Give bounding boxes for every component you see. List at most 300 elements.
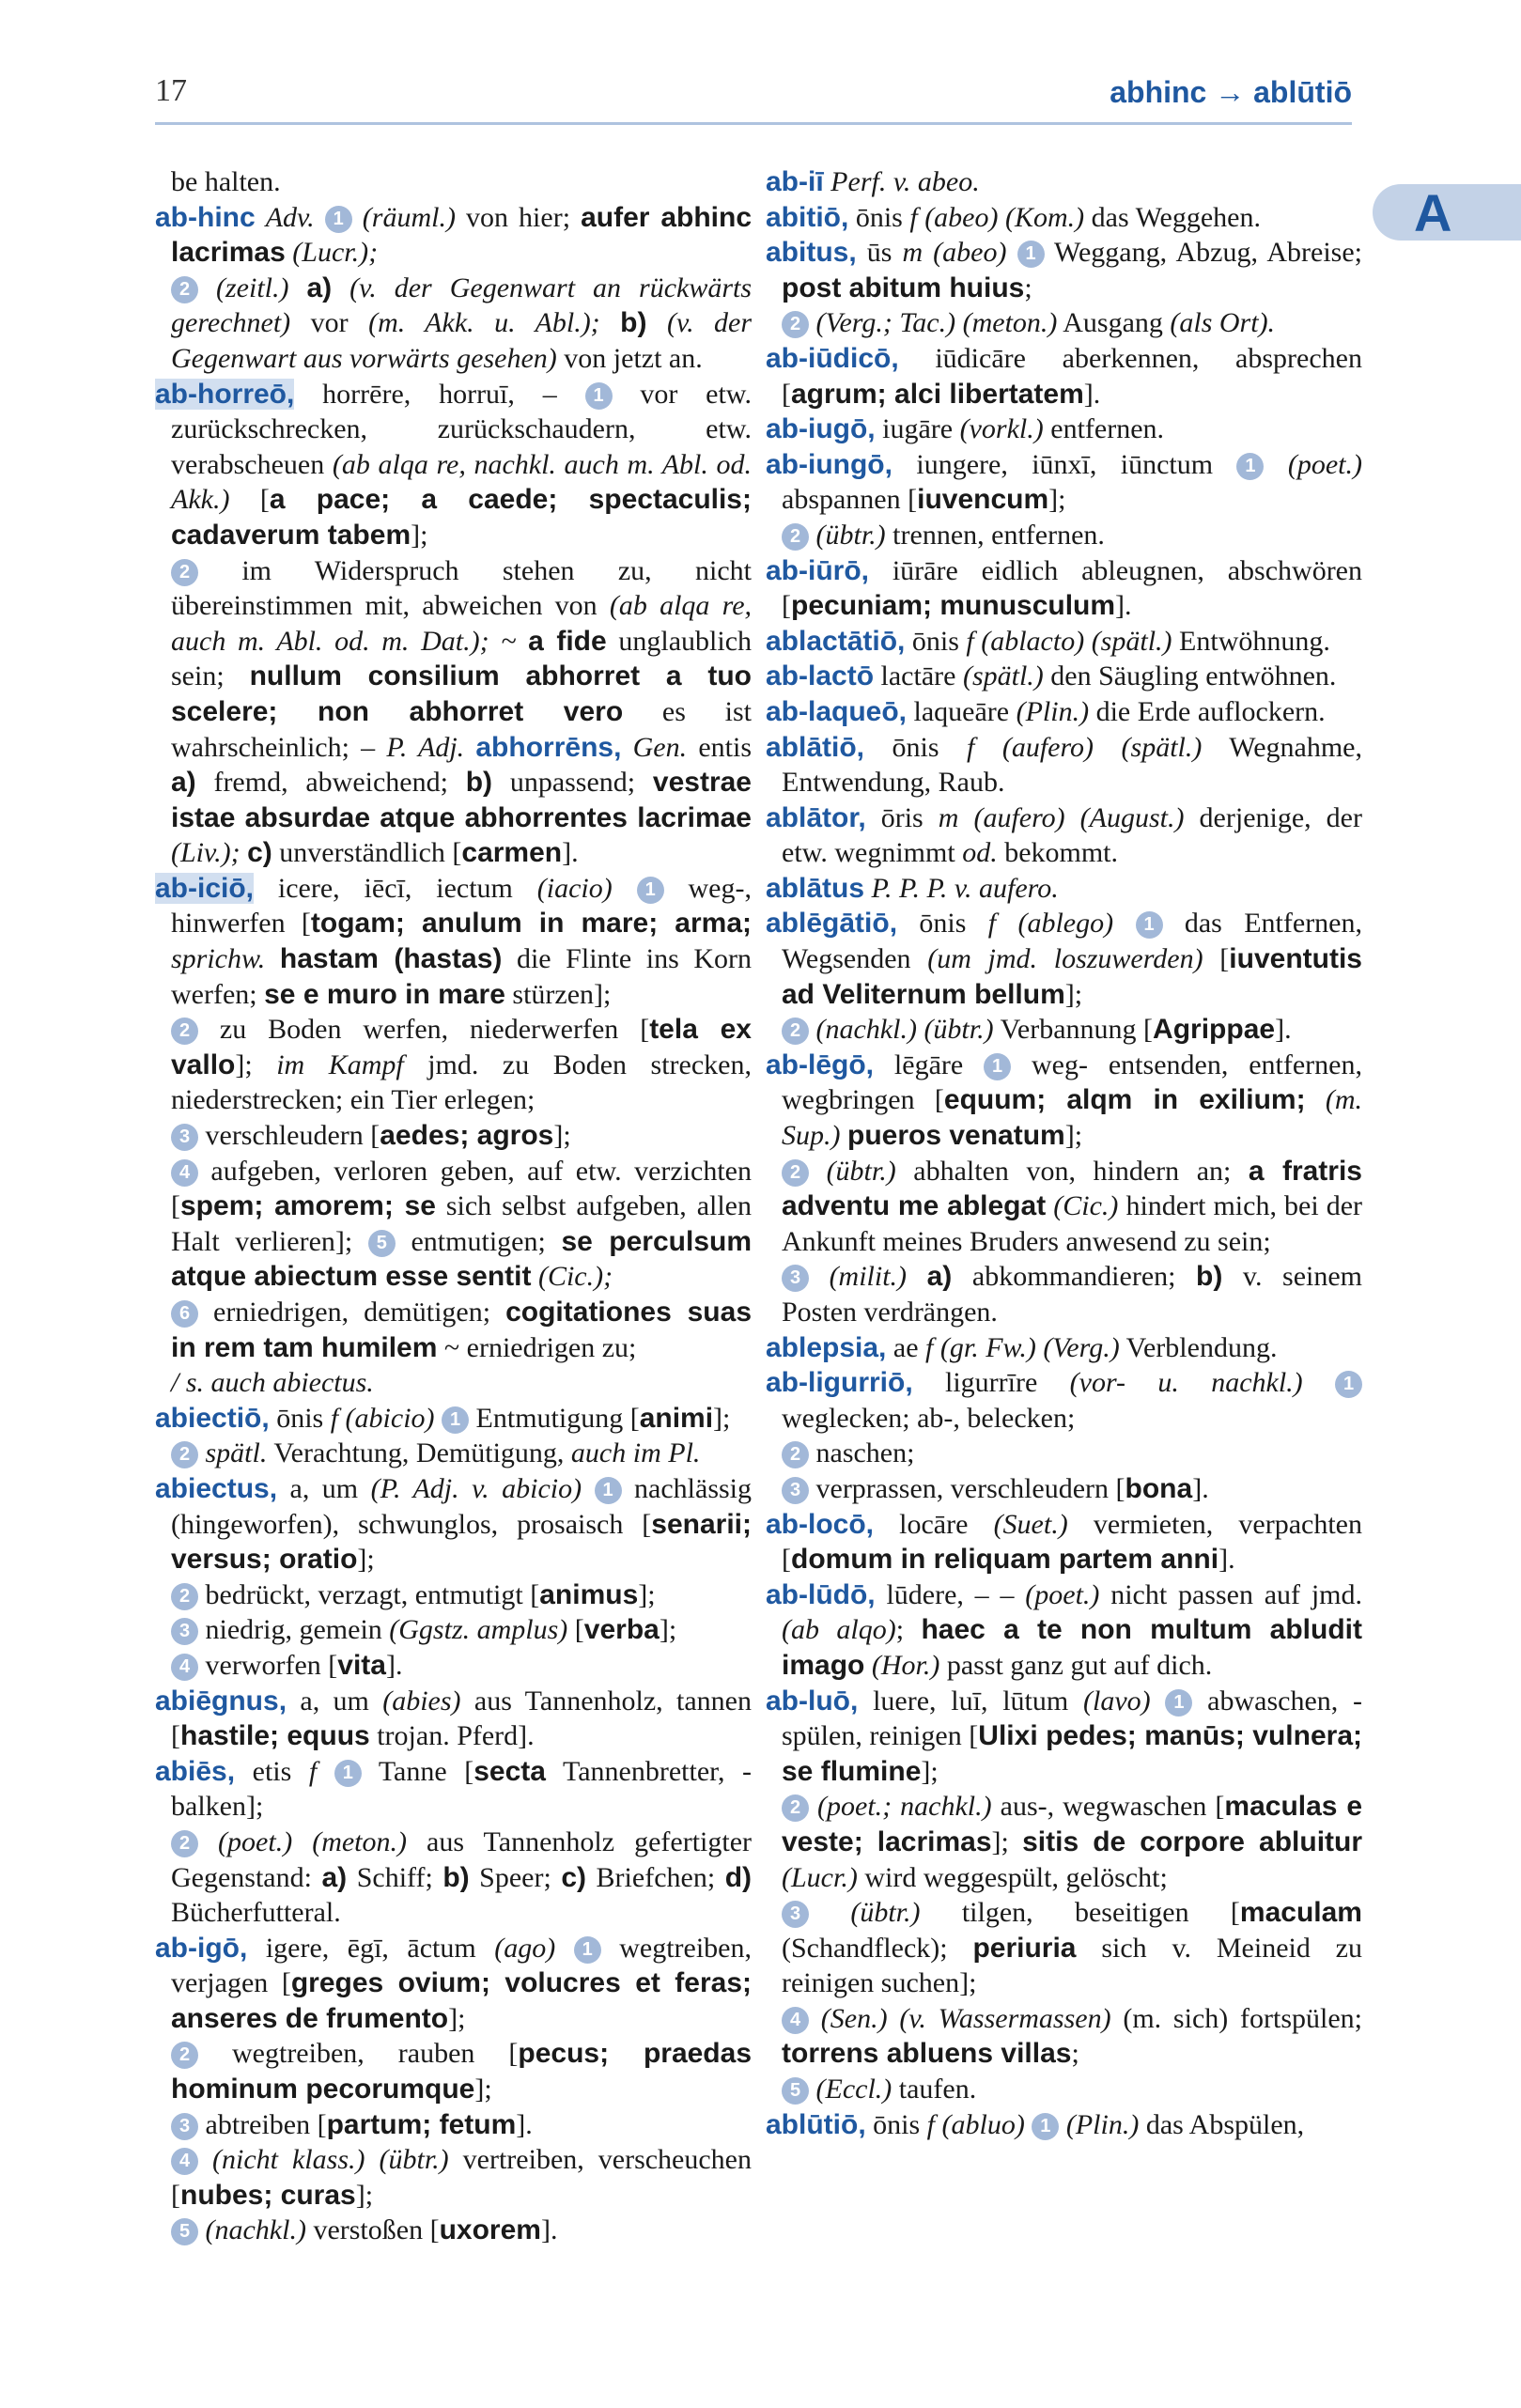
sense-paragraph	[155, 553, 752, 871]
italic-note: (lavo)	[1083, 1685, 1151, 1717]
italic-note: (übtr.)	[850, 1897, 921, 1929]
italic-note: (iacio)	[536, 872, 613, 904]
text-run: trennen, entfernen.	[885, 519, 1105, 551]
headword: ab-laqueō,	[766, 695, 908, 727]
text-run: iungere, iūnxī, iūnctum	[892, 448, 1237, 480]
italic-note: im Kampf	[276, 1049, 404, 1080]
bold-example: a)	[926, 1261, 953, 1293]
page-number: 17	[155, 73, 187, 108]
sense-paragraph	[766, 1789, 1362, 1895]
text-run: ];	[357, 1544, 375, 1576]
sense-paragraph	[155, 1118, 752, 1154]
sense-number-marker: 2	[171, 1441, 198, 1468]
sense-paragraph	[155, 1436, 752, 1471]
text-run	[1264, 449, 1287, 480]
sense-number-marker: 1	[334, 1760, 362, 1787]
text-run: ōris	[865, 801, 939, 833]
text-run	[317, 1756, 334, 1787]
dictionary-entry	[766, 1048, 1362, 1154]
sense-paragraph	[155, 1648, 752, 1684]
sense-number-marker: 2	[782, 1159, 809, 1187]
italic-note: (v. der Gegenwart aus vorwärts gesehen)	[171, 307, 753, 374]
text-run: ].	[540, 2214, 558, 2246]
text-run	[435, 1403, 442, 1434]
text-run: es ist wahrscheinlich; –	[171, 695, 752, 763]
sense-paragraph	[155, 271, 752, 377]
headword: ablūtiō,	[766, 2108, 866, 2140]
text-run: etis	[235, 1755, 309, 1787]
text-run: die Flinte ins Korn werfen;	[171, 943, 752, 1010]
text-run: verworfen [	[198, 1649, 338, 1681]
text-run: ōnis	[864, 731, 968, 763]
text-run: zu Boden werfen, niederwerfen [	[198, 1014, 650, 1046]
bold-example: aedes; agros	[380, 1120, 554, 1152]
sense-paragraph	[766, 1012, 1362, 1048]
text-run: ūs	[856, 237, 903, 269]
sense-paragraph	[155, 1154, 752, 1295]
text-run: [	[229, 484, 270, 516]
italic-note: sprichw.	[171, 943, 266, 975]
dictionary-entry	[766, 800, 1362, 871]
italic-note: (übtr.)	[815, 519, 886, 551]
italic-note: f	[308, 1755, 318, 1787]
text-run: unglaublich sein;	[171, 625, 753, 692]
bold-example: pueros venatum	[847, 1120, 1065, 1152]
bold-example: b)	[1196, 1261, 1223, 1293]
italic-note: / s. auch abiectus.	[171, 1367, 374, 1399]
sense-paragraph	[766, 1436, 1362, 1471]
text-run: igere, ēgī, āctum	[247, 1932, 495, 1964]
bold-example: b)	[442, 1861, 470, 1893]
text-run: ];	[1064, 978, 1083, 1010]
text-run	[809, 1014, 816, 1045]
text-run: Verblendung.	[1119, 1331, 1278, 1363]
italic-note: (nicht klass.) (übtr.)	[212, 2144, 449, 2176]
italic-note: (Hor.)	[871, 1649, 940, 1681]
text-run: hindert mich, bei der Ankunft meines Bruders anwesend zu sein;	[782, 1190, 1363, 1257]
sense-paragraph	[155, 1295, 752, 1365]
italic-note: (Ggstz. amplus)	[389, 1614, 568, 1646]
dictionary-entry	[766, 2107, 1362, 2143]
dictionary-entry	[766, 200, 1362, 236]
sense-paragraph	[766, 2072, 1362, 2107]
text-run	[198, 272, 216, 303]
dictionary-entry	[766, 341, 1362, 412]
dictionary-entry	[766, 1507, 1362, 1577]
bold-example: animus	[539, 1578, 639, 1610]
text-run: Entmutigung [	[469, 1402, 640, 1434]
text-run: Speer;	[469, 1861, 562, 1893]
bold-example: a pace; a caede; spectaculis; cadaverum tabem	[171, 484, 752, 551]
sense-number-marker: 5	[782, 2077, 809, 2105]
sense-paragraph	[766, 518, 1362, 553]
headword: ab-luō,	[766, 1685, 859, 1717]
text-run: ];	[355, 2179, 374, 2211]
text-run: ];	[1048, 484, 1066, 516]
text-run	[256, 202, 266, 233]
sense-paragraph	[155, 2213, 752, 2248]
dictionary-entry	[766, 624, 1362, 660]
sense-number-marker: 3	[171, 1618, 198, 1645]
italic-note: (milit.)	[829, 1261, 908, 1293]
dictionary-entry	[155, 1471, 752, 1577]
text-run: vertreiben, verscheuchen [	[171, 2144, 753, 2211]
text-run: Bücherfutteral.	[171, 1897, 341, 1929]
text-run: icere, iēcī, iectum	[254, 872, 537, 904]
italic-note: (Plin.)	[1016, 695, 1090, 727]
sense-paragraph	[766, 1259, 1362, 1329]
sense-number-marker: 4	[171, 1159, 198, 1187]
headword: abiēgnus,	[155, 1685, 287, 1717]
italic-note: (Eccl.)	[815, 2074, 892, 2105]
sense-number-marker: 2	[782, 1018, 809, 1045]
text-run	[841, 1120, 848, 1151]
italic-note: Perf. v. abeo.	[830, 166, 980, 197]
bold-example: partum; fetum	[326, 2108, 517, 2140]
bold-example: periuria	[972, 1932, 1077, 1964]
sense-paragraph	[766, 1471, 1362, 1507]
sense-number-marker: 1	[1335, 1371, 1362, 1398]
dictionary-entry	[766, 659, 1362, 694]
text-run: Tannenbretter, -balken];	[171, 1755, 753, 1823]
bold-example: equum; alqm in exilium;	[943, 1084, 1306, 1116]
text-run: Briefchen;	[586, 1861, 725, 1893]
italic-note: m (abeo)	[902, 237, 1007, 269]
text-run: derjenige, der etw. wegnimmt	[782, 801, 1362, 869]
sense-paragraph	[155, 2107, 752, 2143]
text-run: ];	[235, 1049, 277, 1080]
italic-note: Adv.	[265, 201, 315, 233]
italic-note: f (aufero) (spätl.)	[967, 731, 1203, 763]
text-run: lūdere, – –	[875, 1578, 1026, 1610]
italic-note: (übtr.)	[826, 1155, 896, 1187]
italic-note: (Lucr.)	[782, 1861, 858, 1893]
text-run: laqueāre	[907, 695, 1017, 727]
text-run: ].	[516, 2108, 533, 2140]
sense-number-marker: 3	[782, 1477, 809, 1504]
italic-note: (Cic.);	[537, 1261, 613, 1293]
italic-note: f (ablacto) (spätl.)	[966, 625, 1172, 657]
text-run	[864, 1650, 872, 1681]
sense-number-marker: 1	[325, 206, 352, 233]
thumb-index-letter: A	[1414, 183, 1452, 242]
sense-number-marker: 4	[171, 1654, 198, 1681]
bold-example: Ulixi pedes; manūs; vulnera; se flumine	[782, 1720, 1363, 1787]
text-run: ;	[1024, 272, 1032, 303]
bold-example: torrens abluens villas	[782, 2038, 1072, 2070]
text-run	[198, 1437, 206, 1468]
text-run	[555, 1933, 574, 1964]
bold-example: cogitationes suas in rem tam humilem	[171, 1297, 753, 1363]
text-run: verprassen, verschleudern [	[809, 1472, 1125, 1504]
text-run	[1059, 2109, 1066, 2140]
italic-note: (als Ort).	[1170, 307, 1276, 339]
bold-example: d)	[724, 1861, 753, 1893]
bold-example: haec a te non multum abludit imago	[782, 1614, 1362, 1681]
text-run	[600, 307, 620, 338]
sense-paragraph	[766, 1895, 1362, 2001]
headword: abhorrēns,	[475, 731, 622, 763]
italic-note: (v. der Gegenwart an rückwärts gerechnet)	[171, 272, 753, 339]
text-run: ];	[411, 519, 428, 551]
text-run: aufgeben, verloren geben, auf etw. verzichten [	[171, 1155, 752, 1222]
text-run: ōnis	[905, 625, 967, 657]
italic-note: (poet.) (meton.)	[218, 1825, 408, 1857]
text-run: ];	[1064, 1120, 1083, 1152]
italic-note: (ab alqa re, nachkl. auch m. Abl. od. Akk.)	[171, 448, 752, 516]
text-run: wegtreiben, rauben [	[198, 2038, 519, 2070]
right-column	[766, 164, 1362, 2142]
italic-note: f (abluo)	[926, 2108, 1025, 2140]
text-run: sich selbst aufgeben, allen Halt verlieren];	[171, 1190, 752, 1257]
headword: ab-iciō,	[155, 872, 255, 904]
text-run: erniedrigen, demütigen;	[198, 1297, 506, 1328]
text-run: trojan. Pferd].	[369, 1720, 535, 1752]
headword: ab-lēgō,	[766, 1049, 875, 1080]
text-run: den Säugling entwöhnen.	[1043, 660, 1337, 692]
bold-example: senarii; versus; oratio	[171, 1508, 752, 1576]
text-run	[1025, 2109, 1032, 2140]
italic-note: (Suet.)	[993, 1508, 1068, 1540]
text-run	[809, 520, 816, 551]
text-run: entmutigen;	[395, 1225, 562, 1257]
bold-example: post abitum huius	[782, 272, 1025, 303]
headword: ablactātiō,	[766, 625, 906, 657]
text-run: iūrāre eidlich ableugnen, abschwören [	[782, 554, 1362, 622]
dictionary-entry	[766, 553, 1362, 624]
italic-note: (m. Sup.)	[782, 1084, 1363, 1152]
bold-example: b)	[465, 767, 493, 799]
sense-paragraph	[155, 1365, 752, 1401]
headword: ab-iugō,	[766, 413, 876, 445]
text-run	[647, 307, 667, 338]
sense-number-marker: 1	[1165, 1689, 1192, 1717]
italic-note: (ab alqa re, auch m. Abl. od. m. Dat.); ~	[171, 590, 753, 657]
text-run: weg- entsenden, entfernen, wegbringen [	[782, 1049, 1362, 1116]
headword: ab-lactō	[766, 660, 875, 692]
italic-note: (P. Adj. v. abicio)	[370, 1472, 582, 1504]
dictionary-entry	[766, 235, 1362, 305]
sense-number-marker: 2	[171, 1583, 198, 1610]
bold-example: se e muro in mare	[264, 978, 505, 1010]
text-run: v. seinem Posten verdrängen.	[782, 1261, 1363, 1328]
bold-example: hastile; equus	[180, 1720, 370, 1752]
text-run: niedrig, gemein	[198, 1614, 390, 1646]
italic-note: (Verg.; Tac.) (meton.)	[815, 307, 1058, 339]
text-run: weg-, hinwerfen [	[171, 872, 752, 940]
text-run: ];	[553, 1120, 571, 1152]
italic-note: (nachkl.)	[205, 2214, 306, 2246]
text-run: von hier;	[455, 201, 582, 233]
text-run: abhalten von, hindern an;	[895, 1155, 1249, 1187]
bold-example: a)	[306, 272, 333, 303]
bold-example: vestrae istae absurdae atque abhorrentes lacrimae	[171, 767, 752, 833]
text-run	[809, 1261, 830, 1292]
text-run	[621, 732, 632, 763]
headword: ablātus	[766, 872, 865, 904]
italic-note: P. Adj.	[386, 731, 465, 763]
text-run: aus-, wegwaschen [	[991, 1791, 1225, 1823]
text-run	[198, 1826, 218, 1857]
text-run	[517, 626, 529, 657]
text-run: iūdicāre aberkennen, absprechen [	[782, 342, 1362, 410]
sense-number-marker: 2	[171, 1018, 198, 1045]
text-run: ];	[638, 1578, 656, 1610]
bold-example: hastam (hastas)	[279, 943, 503, 975]
text-run: wird weggespült, gelöscht;	[857, 1861, 1168, 1893]
sense-number-marker: 1	[1032, 2113, 1059, 2140]
italic-note: (spätl.)	[962, 660, 1044, 692]
bold-example: a)	[321, 1861, 348, 1893]
text-run	[265, 943, 280, 974]
headword: ab-iī	[766, 166, 824, 197]
text-run	[315, 202, 325, 233]
text-run: Tanne [	[361, 1755, 474, 1787]
text-run	[809, 1897, 850, 1928]
text-run	[1113, 908, 1135, 939]
bold-example: agrum; alci libertatem	[791, 378, 1084, 410]
bold-example: c)	[247, 837, 272, 869]
italic-note: od.	[962, 837, 998, 869]
headword: ab-locō,	[766, 1508, 875, 1540]
sense-paragraph	[155, 1825, 752, 1931]
italic-note: (vor- u. nachkl.)	[1069, 1367, 1303, 1399]
headword: ab-iūrō,	[766, 554, 869, 586]
sense-number-marker: 2	[171, 559, 198, 586]
dictionary-entry	[766, 1330, 1362, 1366]
text-run: abspannen [	[782, 484, 918, 516]
bold-example: bona	[1125, 1472, 1193, 1504]
sense-number-marker: 4	[171, 2148, 198, 2175]
sense-number-marker: 3	[171, 1124, 198, 1151]
sense-paragraph	[155, 2142, 752, 2213]
text-run: entis	[687, 731, 752, 763]
sense-number-marker: 2	[171, 1830, 198, 1857]
sense-number-marker: 2	[782, 311, 809, 338]
sense-number-marker: 3	[782, 1901, 809, 1928]
text-run: Ausgang	[1057, 307, 1171, 339]
dictionary-entry	[766, 694, 1362, 730]
dictionary-entry	[766, 1684, 1362, 1790]
text-run: Schiff;	[347, 1861, 443, 1893]
text-run	[1151, 1686, 1166, 1717]
left-column	[155, 164, 752, 2248]
text-run	[864, 873, 872, 904]
sense-paragraph	[766, 1154, 1362, 1260]
text-run: vermieten, verpachten [	[782, 1508, 1362, 1576]
sense-number-marker: 6	[171, 1300, 198, 1328]
italic-note: f (ablego)	[987, 908, 1114, 940]
italic-note: f (abeo) (Kom.)	[909, 201, 1085, 233]
text-run	[531, 1261, 538, 1292]
text-run: horrēre, horruī, –	[294, 378, 585, 410]
text-run: [	[567, 1614, 584, 1646]
headword: ab-horreō,	[155, 378, 295, 410]
sense-number-marker: 1	[1017, 241, 1045, 268]
text-run: Weggang, Abzug, Abreise;	[1044, 237, 1362, 269]
sense-paragraph	[155, 164, 752, 200]
dictionary-entry	[766, 412, 1362, 447]
text-run: bekommt.	[997, 837, 1119, 869]
header-rule	[155, 122, 1352, 125]
dictionary-entry	[155, 871, 752, 1012]
text-run: lēgāre	[874, 1049, 985, 1080]
text-run: lactāre	[874, 660, 963, 692]
text-run: aus Tannenholz gefertigter Gegenstand:	[171, 1825, 753, 1893]
sense-paragraph	[766, 2001, 1362, 2072]
text-run	[809, 1156, 827, 1187]
italic-note: (abies)	[382, 1685, 461, 1717]
italic-note: (ab alqo)	[782, 1614, 896, 1646]
text-run: das Weggehen.	[1084, 201, 1261, 233]
dictionary-entry	[766, 447, 1362, 518]
text-run: unpassend;	[492, 767, 653, 799]
sense-paragraph	[155, 1612, 752, 1648]
dictionary-entry	[155, 377, 752, 553]
bold-example: iuventutis ad Veliternum bellum	[782, 943, 1362, 1010]
text-run: ];	[659, 1614, 677, 1646]
italic-note: P. P. P. v. aufero.	[871, 872, 1059, 904]
text-run: das Entfernen, Wegsenden	[782, 908, 1363, 975]
italic-note: f (abicio)	[330, 1402, 435, 1434]
italic-note: (poet.)	[1287, 448, 1362, 480]
text-run: Wegnahme, Entwendung, Raub.	[782, 731, 1363, 799]
dictionary-entry	[155, 200, 752, 271]
italic-note: (ago)	[494, 1932, 556, 1964]
headword: abitus,	[766, 237, 857, 269]
text-run: nicht passen auf jmd.	[1099, 1578, 1362, 1610]
sense-paragraph	[155, 2036, 752, 2106]
text-run: wegtreiben, verjagen [	[171, 1932, 752, 1999]
headword: ab-igō,	[155, 1932, 248, 1964]
sense-number-marker: 3	[171, 2113, 198, 2140]
text-run: die Erde auflockern.	[1089, 695, 1326, 727]
sense-number-marker: 2	[171, 2042, 198, 2069]
text-run: iugāre	[875, 413, 960, 445]
sense-paragraph	[155, 1012, 752, 1118]
text-run: ;	[895, 1614, 922, 1646]
bold-example: spem; amorem; se	[180, 1190, 436, 1222]
sense-number-marker: 1	[984, 1053, 1011, 1080]
bold-example: verba	[583, 1614, 660, 1646]
italic-note: (Plin.)	[1065, 2108, 1140, 2140]
text-run	[613, 873, 637, 904]
text-run: ];	[921, 1755, 939, 1787]
text-run: tilgen, beseitigen [	[920, 1897, 1240, 1929]
bold-example: b)	[620, 307, 647, 339]
sense-number-marker: 1	[1236, 453, 1264, 480]
text-run	[809, 2003, 821, 2034]
sense-number-marker: 1	[637, 877, 664, 904]
text-run	[1306, 1084, 1326, 1115]
text-run: ōnis	[897, 908, 988, 940]
text-run: taufen.	[892, 2074, 977, 2105]
bold-example: maculas e veste; lacrimas	[782, 1791, 1363, 1857]
sense-number-marker: 2	[782, 523, 809, 551]
thumb-index-tab	[1373, 184, 1521, 241]
italic-note: spätl.	[205, 1437, 268, 1469]
text-run	[1006, 237, 1017, 268]
italic-note: (vorkl.)	[959, 413, 1044, 445]
text-run	[198, 2144, 212, 2175]
sense-number-marker: 3	[782, 1265, 809, 1292]
bold-example: a fide	[528, 625, 607, 657]
text-run	[288, 272, 306, 303]
sense-number-marker: 4	[782, 2007, 809, 2034]
dictionary-entry	[155, 1754, 752, 1825]
text-run: fremd, abweichend;	[195, 767, 466, 799]
text-run: aus Tannenholz, tannen [	[171, 1685, 752, 1752]
